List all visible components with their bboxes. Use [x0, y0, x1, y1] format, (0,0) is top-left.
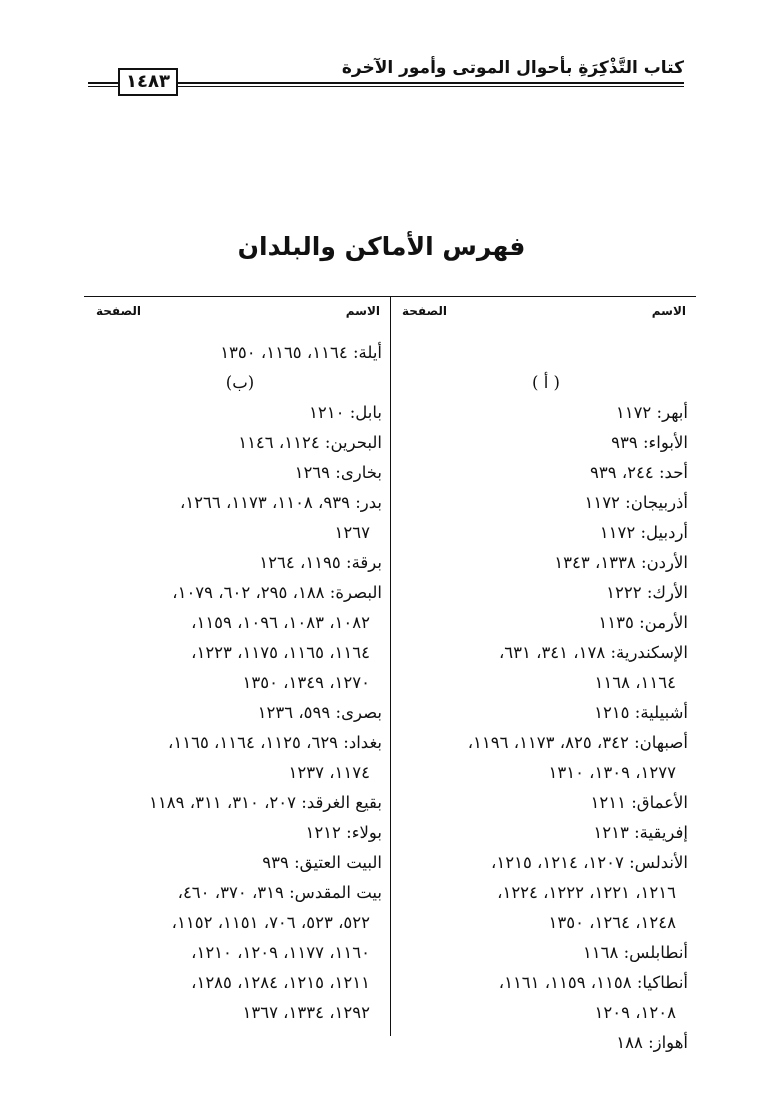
- index-entry: أصبهان: ٣٤٢، ٨٢٥، ١١٧٣، ١١٩٦،: [467, 733, 688, 752]
- index-entry-continuation: ١٢١٦، ١٢٢١، ١٢٢٢، ١٢٢٤،: [497, 883, 676, 902]
- index-entry: برقة: ١١٩٥، ١٢٦٤: [259, 553, 382, 572]
- index-entry-continuation: ١١٧٤، ١٢٣٧: [288, 763, 370, 782]
- left-column: [84, 296, 390, 1028]
- index-entry-continuation: ١٢١١، ١٢١٥، ١٢٨٤، ١٢٨٥،: [191, 973, 370, 992]
- index-entry: بقيع الغرقد: ٢٠٧، ٣١٠، ٣١١، ١١٨٩: [149, 793, 382, 812]
- index-entry: أشبيلية: ١٢١٥: [594, 703, 688, 722]
- index-entry: أيلة: ١١٦٤، ١١٦٥، ١٣٥٠: [220, 343, 382, 362]
- index-entry: بخارى: ١٢٦٩: [294, 463, 382, 482]
- page-header: الصفحة: [402, 304, 448, 318]
- index-entry: أردبيل: ١١٧٢: [599, 523, 688, 542]
- index-entry: بيت المقدس: ٣١٩، ٣٧٠، ٤٦٠،: [177, 883, 382, 902]
- index-entry-continuation: ١٢٤٨، ١٢٦٤، ١٣٥٠: [548, 913, 676, 932]
- index-entry-continuation: ١٢٧٠، ١٣٤٩، ١٣٥٠: [242, 673, 370, 692]
- index-entry: بصرى: ٥٩٩، ١٢٣٦: [257, 703, 382, 722]
- index-entry: الأعماق: ١٢١١: [590, 793, 688, 812]
- index-entry-continuation: ١٢٠٨، ١٢٠٩: [594, 1003, 676, 1022]
- index-entry: أنطابلس: ١١٦٨: [582, 943, 688, 962]
- index-entry: أبهر: ١١٧٢: [615, 403, 688, 422]
- running-header: [88, 52, 684, 102]
- index-entry: أحد: ٢٤٤، ٩٣٩: [589, 463, 688, 482]
- index-entry-continuation: ١٠٨٢، ١٠٨٣، ١٠٩٦، ١١٥٩،: [191, 613, 370, 632]
- index-entry: بدر: ٩٣٩، ١١٠٨، ١١٧٣، ١٢٦٦،: [179, 493, 382, 512]
- index-entry: الأبواء: ٩٣٩: [611, 433, 688, 452]
- index-entry: أهواز: ١٨٨: [616, 1033, 688, 1052]
- right-column-entries: [390, 338, 696, 1058]
- index-entry: بغداد: ٦٢٩، ١١٢٥، ١١٦٤، ١١٦٥،: [168, 733, 382, 752]
- index-entry: الأرمن: ١١٣٥: [598, 613, 688, 632]
- book-title: كتاب التَّذْكِرَةِ بأحوال الموتى وأمور الآخرة: [334, 58, 684, 78]
- name-header: الاسم: [345, 304, 380, 318]
- index-entry: الأردن: ١٣٣٨، ١٣٤٣: [554, 553, 688, 572]
- page-header: الصفحة: [96, 304, 142, 318]
- letter-section-heading: (ب): [225, 373, 255, 392]
- index-entry: البيت العتيق: ٩٣٩: [262, 853, 382, 872]
- index-entry: [390, 338, 696, 368]
- column-header: [84, 296, 390, 326]
- index-entry: الأندلس: ١٢٠٧، ١٢١٤، ١٢١٥،: [491, 853, 688, 872]
- letter-section-heading: ( أ ): [532, 373, 560, 392]
- index-entry: الأرك: ١٢٢٢: [606, 583, 688, 602]
- right-column: [390, 296, 696, 1058]
- index-title: فهرس الأماكن والبلدان: [237, 232, 526, 261]
- name-header: الاسم: [651, 304, 686, 318]
- index-entry: أذربيجان: ١١٧٢: [584, 493, 688, 512]
- index-entry-continuation: ١١٦٠، ١١٧٧، ١٢٠٩، ١٢١٠،: [191, 943, 370, 962]
- index-entry: أنطاكيا: ١١٥٨، ١١٥٩، ١١٦١،: [498, 973, 688, 992]
- index-entry-continuation: ١٢٧٧، ١٣٠٩، ١٣١٠: [548, 763, 676, 782]
- index-entry: بولاء: ١٢١٢: [305, 823, 382, 842]
- index-entry: البصرة: ١٨٨، ٢٩٥، ٦٠٢، ١٠٧٩،: [172, 583, 382, 602]
- column-header: [390, 296, 696, 326]
- left-column-entries: [84, 338, 390, 1028]
- index-entry-continuation: ١١٦٤، ١١٦٨: [594, 673, 676, 692]
- index-entry-continuation: ١٢٩٢، ١٣٣٤، ١٣٦٧: [242, 1003, 370, 1022]
- index-entry: البحرين: ١١٢٤، ١١٤٦: [238, 433, 382, 452]
- index-table: [84, 296, 696, 1052]
- index-entry: الإسكندرية: ١٧٨، ٣٤١، ٦٣١،: [498, 643, 688, 662]
- page-number-box: ١٤٨٣: [118, 68, 178, 96]
- index-entry-continuation: ١١٦٤، ١١٦٥، ١١٧٥، ١٢٢٣،: [191, 643, 370, 662]
- index-entry-continuation: ٥٢٢، ٥٢٣، ٧٠٦، ١١٥١، ١١٥٢،: [171, 913, 370, 932]
- index-entry: بابل: ١٢١٠: [309, 403, 382, 422]
- index-entry-continuation: ١٢٦٧: [334, 523, 370, 542]
- index-entry: إفريقية: ١٢١٣: [593, 823, 688, 842]
